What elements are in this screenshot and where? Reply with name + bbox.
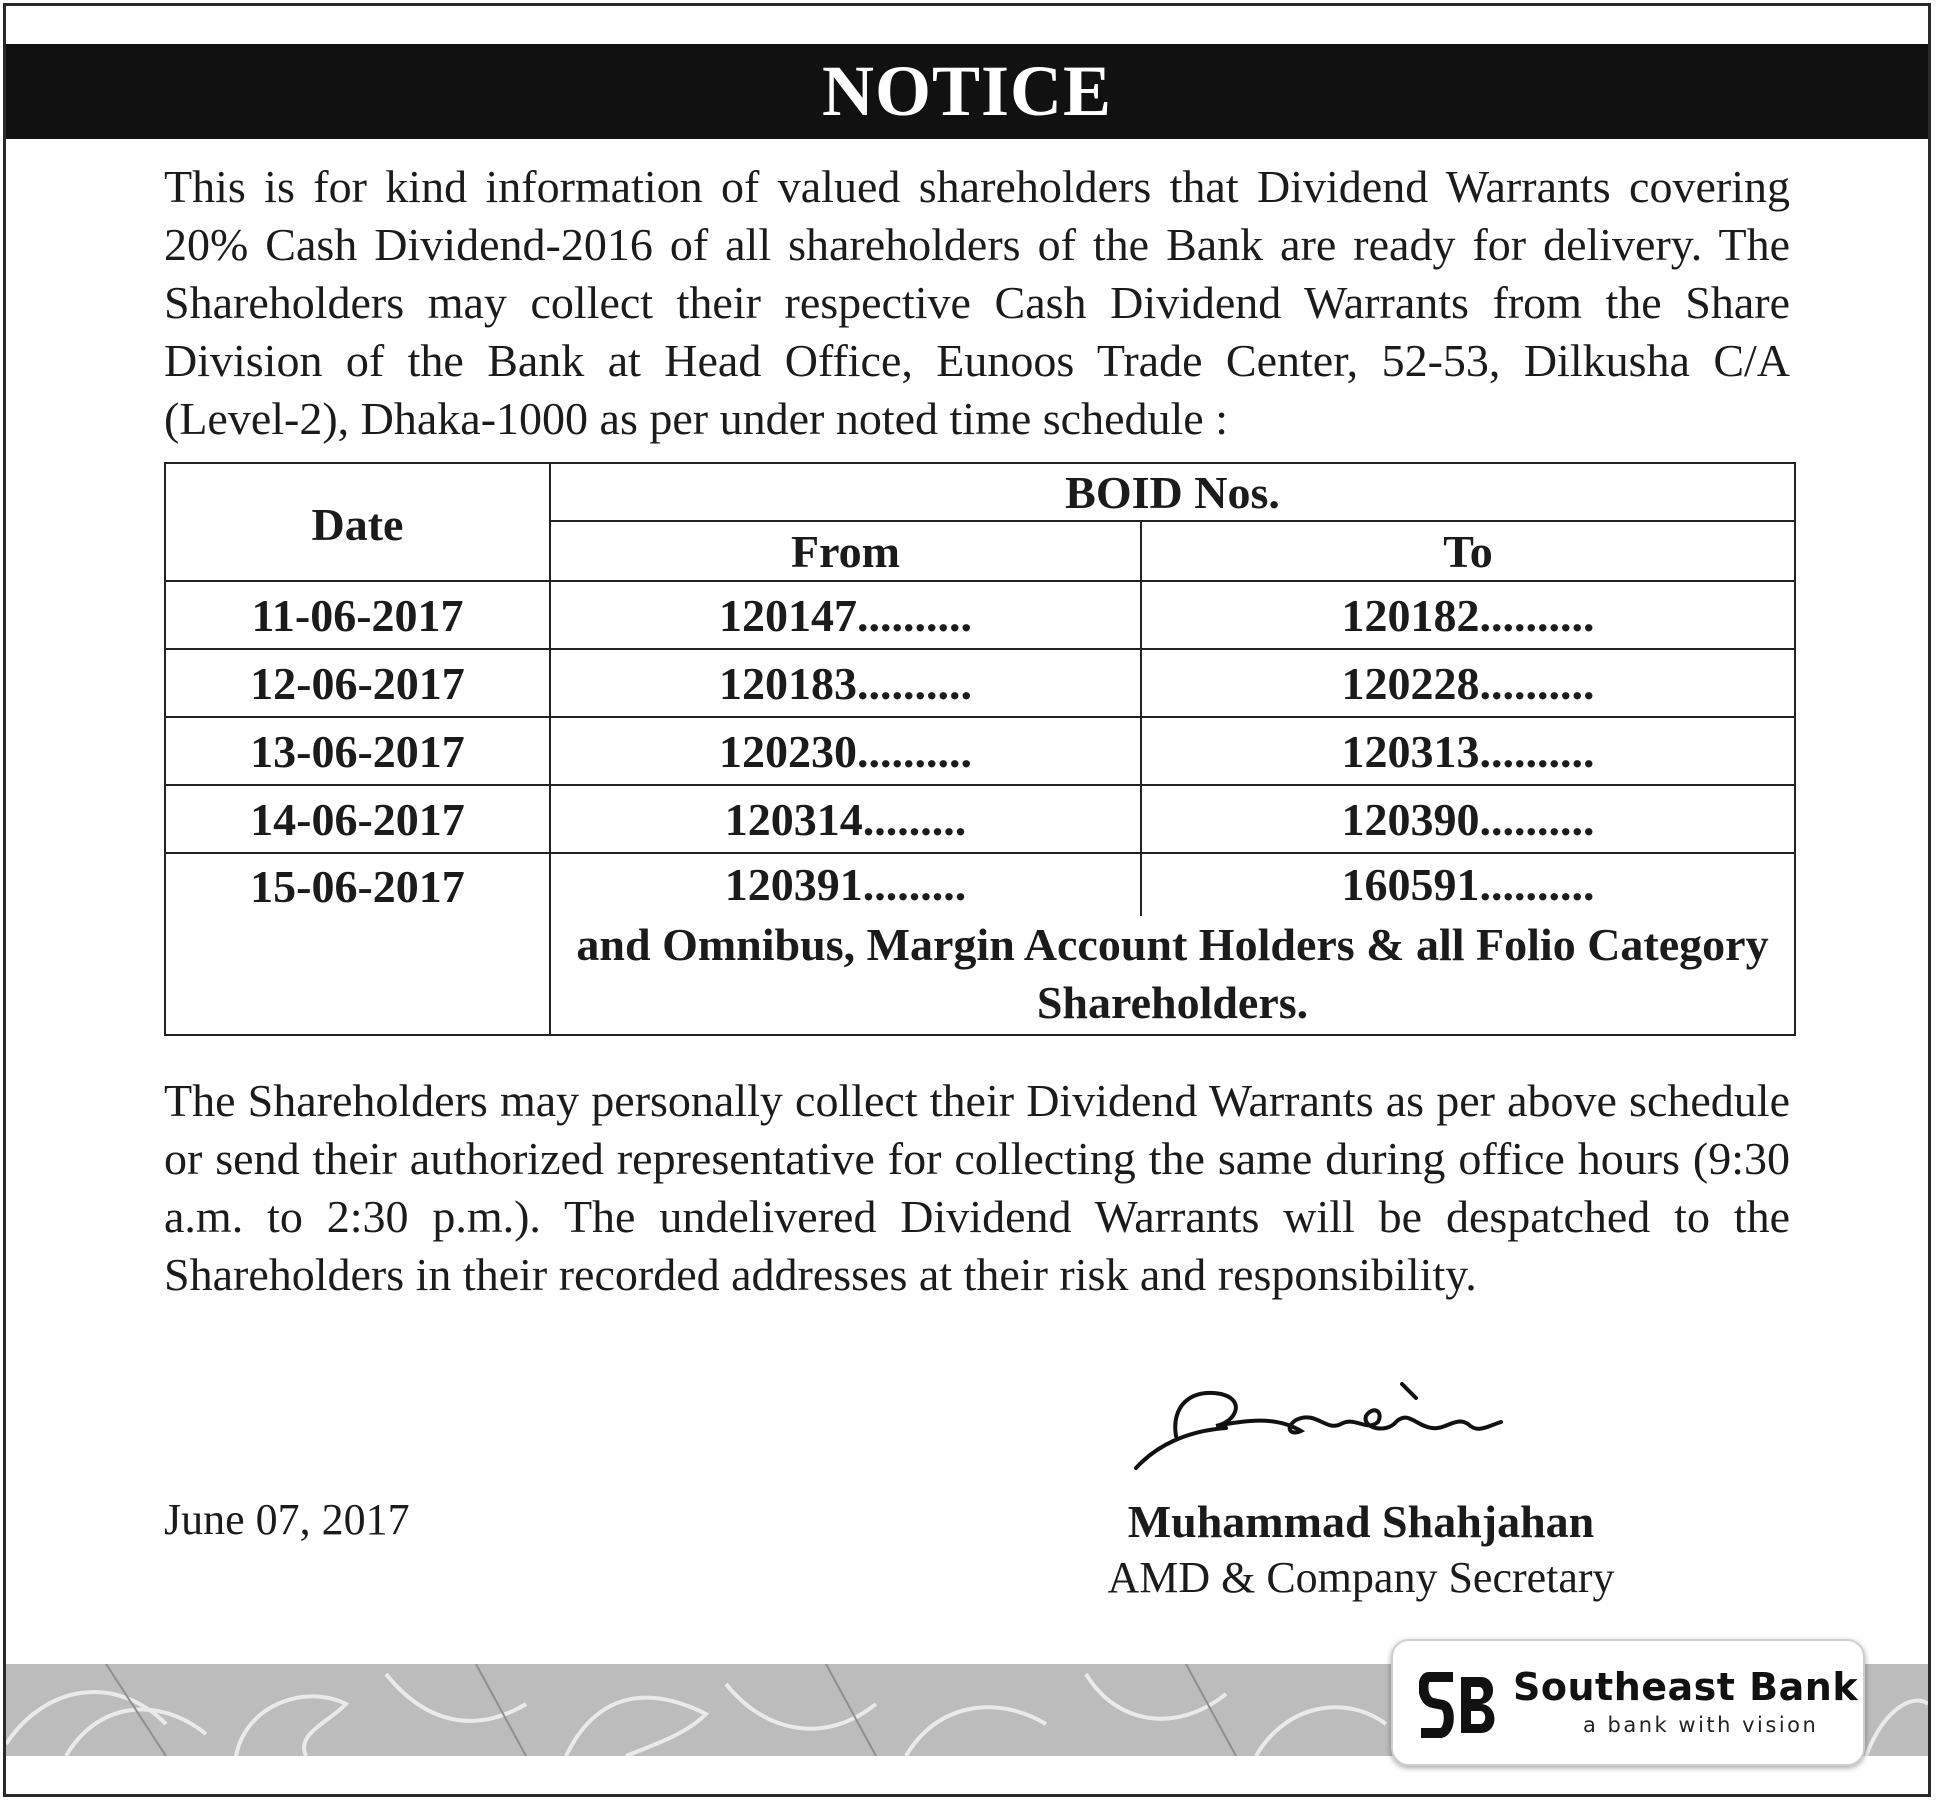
omnibus-note: and Omnibus, Margin Account Holders & all Folio Category Shareholders. — [550, 916, 1795, 1035]
row-from: 120183.......... — [550, 649, 1141, 717]
bank-tagline: a bank with vision — [1583, 1713, 1819, 1737]
notice-date: June 07, 2017 — [164, 1495, 410, 1544]
bank-name: Southeast Bank — [1513, 1665, 1859, 1709]
row-to: 120390.......... — [1141, 785, 1795, 853]
notice-frame — [3, 3, 1931, 1797]
notice-title: NOTICE — [6, 44, 1928, 139]
schedule-table — [164, 462, 1796, 1036]
row-from: 120314......... — [550, 785, 1141, 853]
table-row — [165, 717, 1795, 785]
row-date: 14-06-2017 — [165, 785, 550, 853]
table-row — [165, 853, 1795, 916]
from-column-header: From — [550, 521, 1141, 581]
sb-monogram-icon — [1419, 1671, 1499, 1739]
signature-icon — [1116, 1376, 1586, 1486]
row-date: 13-06-2017 — [165, 717, 550, 785]
date-column-header: Date — [165, 463, 550, 581]
table-row — [165, 581, 1795, 649]
intro-paragraph: This is for kind information of valued shareholders that Dividend Warrants covering 20% Cash Dividend-2016 of all shareholders of the Bank are ready for delivery. The Shareholders may collect their respective Cash Dividend Warrants from the Share Division of the Bank at Head Office, Eunoos Trade Center, 52-53, Dilkusha C/A (Level-2), Dhaka-1000 as per under noted time schedule : — [164, 161, 1790, 444]
boid-column-header: BOID Nos. — [550, 463, 1795, 521]
signatory-block — [1096, 1494, 1626, 1606]
row-to: 120182.......... — [1141, 581, 1795, 649]
to-column-header: To — [1141, 521, 1795, 581]
bank-logo — [1391, 1639, 1865, 1766]
table-row — [165, 785, 1795, 853]
signatory-name: Muhammad Shahjahan — [1127, 1496, 1595, 1547]
closing-paragraph: The Shareholders may personally collect their Dividend Warrants as per above schedule or send their authorized representative for collecting the same during office hours (9:30 a.m. to 2:30 p.m.). The undelivered Dividend Warrants will be despatched to the Shareholders in their recorded addresses at their risk and responsibility. — [164, 1075, 1790, 1300]
row-from: 120391......... — [550, 853, 1141, 916]
row-from: 120230.......... — [550, 717, 1141, 785]
table-row — [165, 649, 1795, 717]
row-to: 120313.......... — [1141, 717, 1795, 785]
row-to: 160591.......... — [1141, 853, 1795, 916]
row-to: 120228.......... — [1141, 649, 1795, 717]
row-date: 12-06-2017 — [165, 649, 550, 717]
row-date: 15-06-2017 — [165, 853, 550, 1035]
row-date: 11-06-2017 — [165, 581, 550, 649]
signatory-title: AMD & Company Secretary — [1107, 1553, 1615, 1602]
row-from: 120147.......... — [550, 581, 1141, 649]
